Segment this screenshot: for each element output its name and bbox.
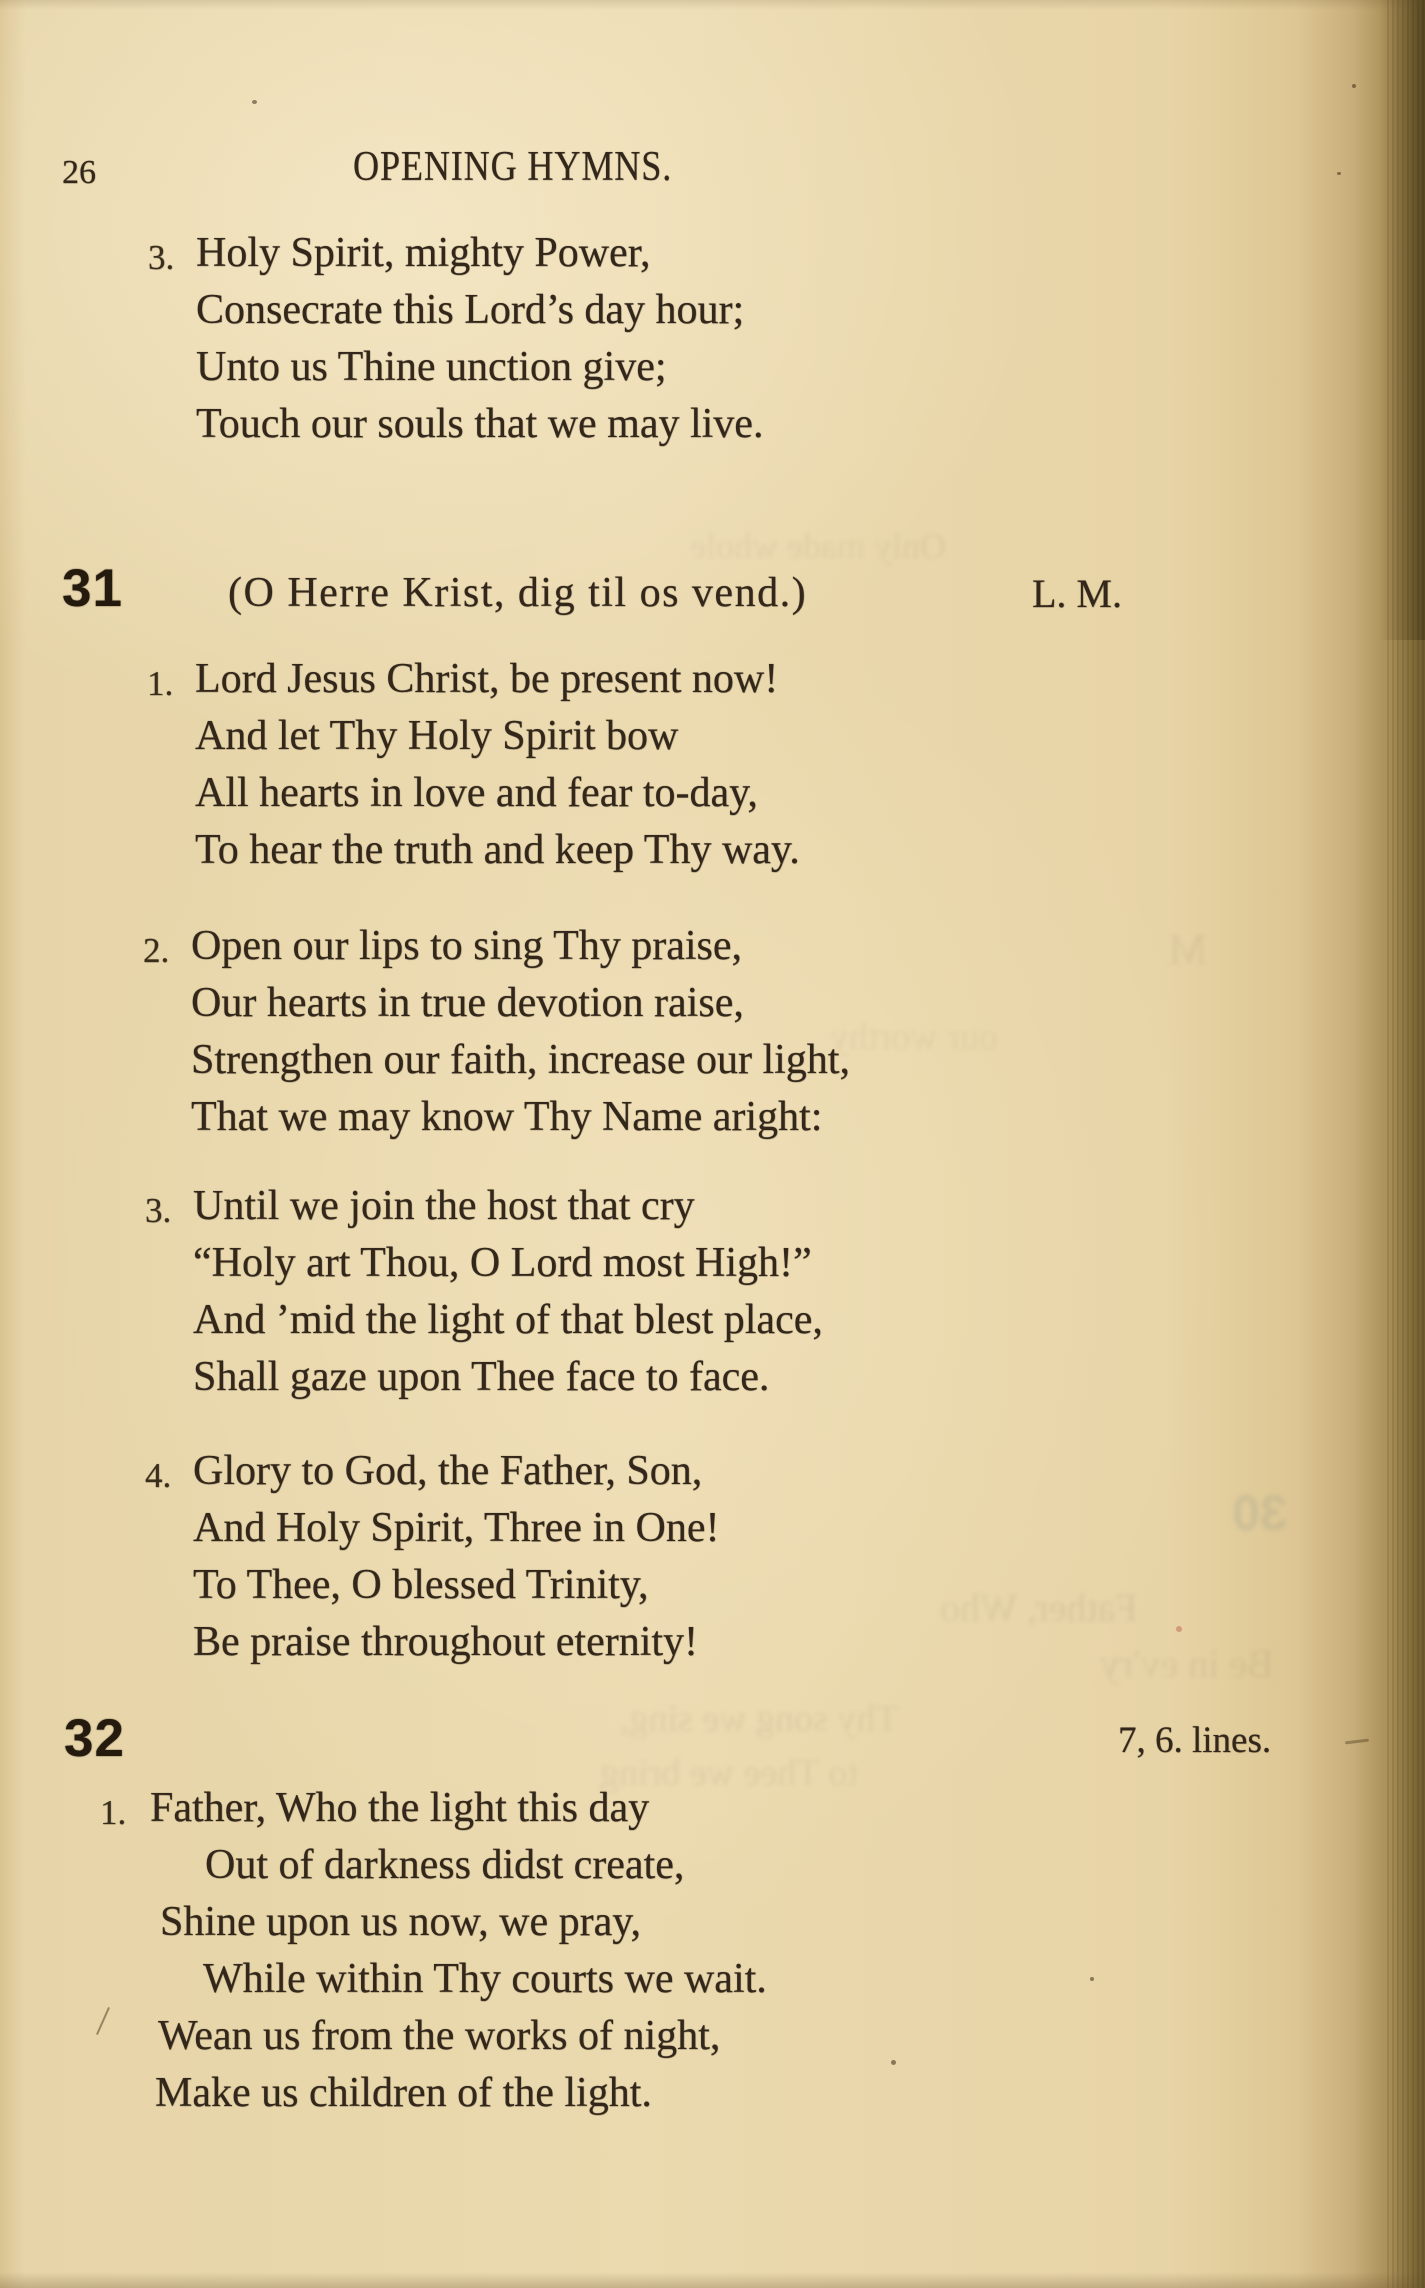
hymn-line: And let Thy Holy Spirit bow xyxy=(195,713,679,759)
hymn-line: Until we join the host that cry xyxy=(193,1183,695,1229)
hymn-meter: 7, 6. lines. xyxy=(1118,1720,1272,1761)
hymn-line: Be praise throughout eternity! xyxy=(193,1619,699,1665)
ghost-showthrough: our worthy xyxy=(830,1016,998,1058)
hymn-line: Consecrate this Lord’s day hour; xyxy=(196,287,745,333)
ghost-showthrough-hymn-number: 30 xyxy=(1232,1485,1288,1541)
hymn-line: To Thee, O blessed Trinity, xyxy=(193,1562,649,1608)
ghost-showthrough: M xyxy=(1168,925,1208,974)
ghost-showthrough: Thy song we sing, xyxy=(620,1698,899,1740)
hymn-line: Shine upon us now, we pray, xyxy=(160,1899,641,1945)
hymn-line: While within Thy courts we wait. xyxy=(203,1956,767,2002)
verse-number: 4. xyxy=(145,1456,172,1495)
hymn-line: All hearts in love and fear to-day, xyxy=(195,770,758,816)
ghost-showthrough: Father, Who xyxy=(940,1585,1138,1630)
hymn-line: Glory to God, the Father, Son, xyxy=(193,1448,703,1494)
running-header: OPENING HYMNS. xyxy=(353,144,673,190)
hymn-line: Make us children of the light. xyxy=(155,2070,652,2116)
hymn-line: To hear the truth and keep Thy way. xyxy=(195,827,800,873)
ink-speck xyxy=(1090,1977,1094,1981)
hymn-line: And ’mid the light of that blest place, xyxy=(193,1297,823,1343)
verse-number: 3. xyxy=(148,238,175,277)
hymn-line: Father, Who the light this day xyxy=(150,1785,650,1831)
verse-number: 2. xyxy=(143,931,170,970)
hymn-line: And Holy Spirit, Three in One! xyxy=(193,1505,720,1551)
ghost-showthrough: Only made whole xyxy=(690,526,946,566)
hymn-line: Shall gaze upon Thee face to face. xyxy=(193,1354,770,1400)
hymn-line: Touch our souls that we may live. xyxy=(196,401,764,447)
page-top-shadow xyxy=(0,0,1425,10)
hymn-line: Open our lips to sing Thy praise, xyxy=(191,923,743,969)
verse-number: 1. xyxy=(147,664,174,703)
hymn-line: Strengthen our faith, increase our light, xyxy=(191,1037,850,1083)
hymn-number: 32 xyxy=(64,1709,125,1768)
verse-number: 1. xyxy=(100,1793,127,1832)
hymn-number: 31 xyxy=(62,559,123,618)
hymn-line: “Holy art Thou, O Lord most High!” xyxy=(193,1240,812,1286)
hymn-line: Holy Spirit, mighty Power, xyxy=(196,230,651,276)
hymn-line: Unto us Thine unction give; xyxy=(196,344,667,390)
ghost-showthrough: to Thee we bring xyxy=(600,1752,858,1794)
page-bottom-shadow xyxy=(0,2272,1425,2288)
verse-number: 3. xyxy=(145,1191,172,1230)
margin-scratch-mark xyxy=(96,2007,110,2035)
hymn-line: Wean us from the works of night, xyxy=(158,2013,721,2059)
hymn-meter: L. M. xyxy=(1032,571,1122,616)
ghost-showthrough: Be in ev'ry xyxy=(1100,1641,1274,1686)
page-number: 26 xyxy=(62,154,96,191)
ink-speck xyxy=(1337,172,1341,175)
hymn-title: (O Herre Krist, dig til os vend.) xyxy=(228,570,808,616)
page-edge-texture xyxy=(1387,0,1425,2288)
hymn-line: Out of darkness didst create, xyxy=(205,1842,685,1888)
hymn-line: That we may know Thy Name aright: xyxy=(191,1094,823,1140)
paper-fleck xyxy=(1176,1626,1182,1632)
stray-ink-dash xyxy=(1345,1739,1369,1745)
hymn-line: Our hearts in true devotion raise, xyxy=(191,980,744,1026)
ink-speck xyxy=(891,2060,896,2065)
ink-speck xyxy=(252,100,257,104)
hymn-line: Lord Jesus Christ, be present now! xyxy=(195,656,779,702)
ink-speck xyxy=(1352,84,1356,88)
